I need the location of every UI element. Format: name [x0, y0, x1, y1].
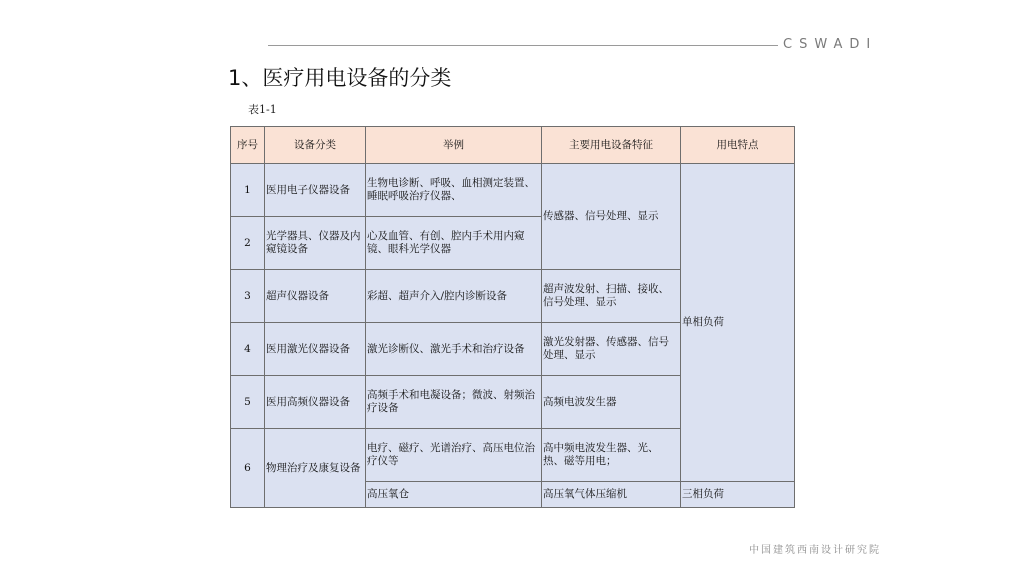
row-example: 彩超、超声介入/腔内诊断设备 — [366, 270, 542, 323]
table-caption: 表1-1 — [248, 103, 277, 116]
row-feature: 超声波发射、扫描、接收、信号处理、显示 — [542, 270, 681, 323]
row-category: 医用激光仪器设备 — [265, 323, 366, 376]
header-no: 序号 — [231, 127, 265, 164]
header-example: 举例 — [366, 127, 542, 164]
row-example: 激光诊断仪、激光手术和治疗设备 — [366, 323, 542, 376]
footer-org: 中国建筑西南设计研究院 — [749, 545, 881, 556]
table-header-row — [231, 127, 795, 164]
row-feature: 激光发射器、传感器、信号处理、显示 — [542, 323, 681, 376]
row-no: 2 — [231, 217, 265, 270]
row-power-three-phase: 三相负荷 — [681, 482, 795, 508]
row-no: 5 — [231, 376, 265, 429]
row-feature: 传感器、信号处理、显示 — [542, 164, 681, 270]
row-power-single-phase: 单相负荷 — [681, 164, 795, 482]
row-no: 6 — [231, 429, 265, 508]
table-row — [231, 164, 795, 217]
row-category: 超声仪器设备 — [265, 270, 366, 323]
row-feature: 高压氧气体压缩机 — [542, 482, 681, 508]
row-category: 光学器具、仪器及内窥镜设备 — [265, 217, 366, 270]
header-category: 设备分类 — [265, 127, 366, 164]
header-power: 用电特点 — [681, 127, 795, 164]
row-category: 医用电子仪器设备 — [265, 164, 366, 217]
row-feature: 高中频电波发生器、光、热、磁等用电； — [542, 429, 681, 482]
header-rule — [268, 45, 778, 46]
row-example: 心及血管、有创、腔内手术用内窥镜、眼科光学仪器 — [366, 217, 542, 270]
header-feature: 主要用电设备特征 — [542, 127, 681, 164]
row-no: 3 — [231, 270, 265, 323]
row-feature: 高频电波发生器 — [542, 376, 681, 429]
row-example: 高频手术和电凝设备；微波、射频治疗设备 — [366, 376, 542, 429]
row-example: 生物电诊断、呼吸、血相测定装置、睡眠呼吸治疗仪器、 — [366, 164, 542, 217]
row-example: 高压氧仓 — [366, 482, 542, 508]
row-category: 物理治疗及康复设备 — [265, 429, 366, 508]
page-title: 1、医疗用电设备的分类 — [228, 66, 452, 90]
row-no: 1 — [231, 164, 265, 217]
row-category: 医用高频仪器设备 — [265, 376, 366, 429]
row-no: 4 — [231, 323, 265, 376]
equipment-classification-table — [230, 126, 795, 508]
row-example: 电疗、磁疗、光谱治疗、高压电位治疗仪等 — [366, 429, 542, 482]
brand-logo-text: CSWADI — [783, 37, 878, 52]
